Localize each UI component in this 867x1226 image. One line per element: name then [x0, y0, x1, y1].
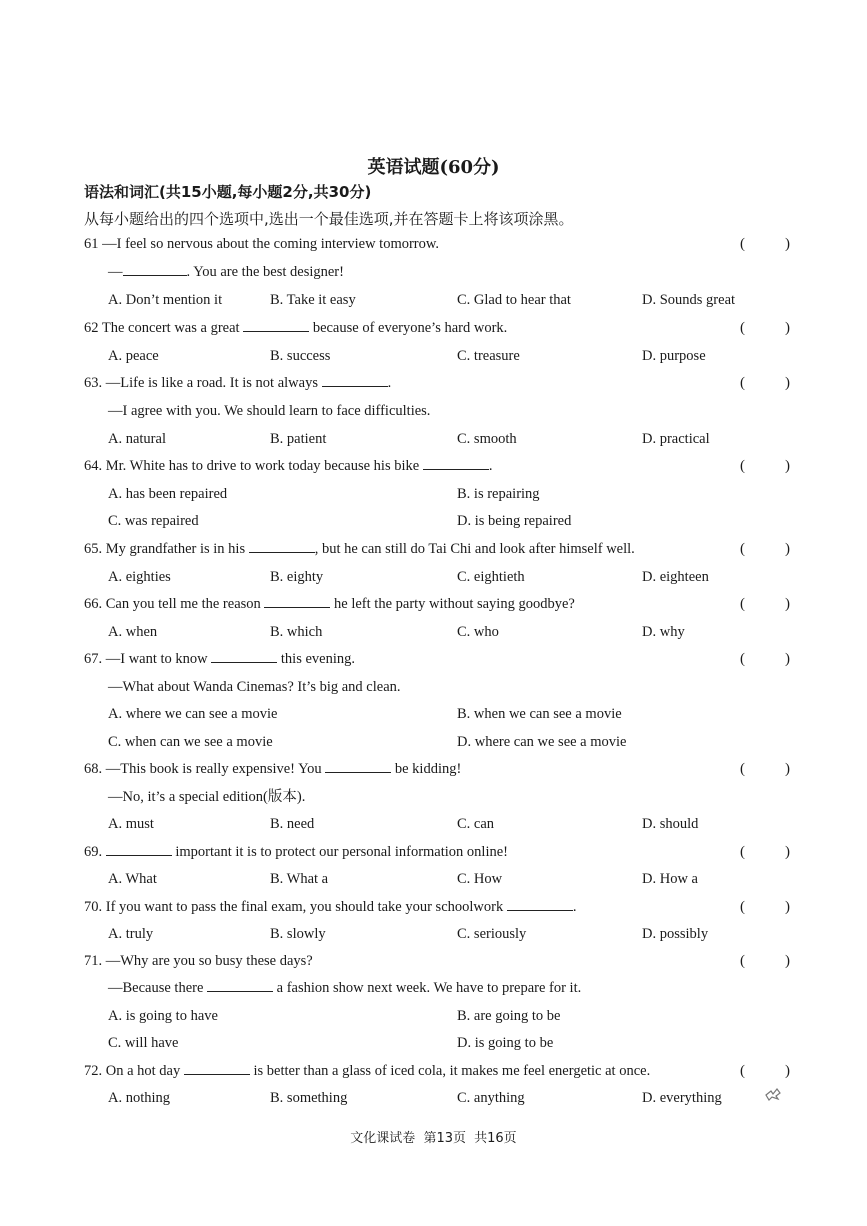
- answer-bracket[interactable]: ( ): [740, 651, 790, 667]
- question-61-reply: — . You are the best designer!: [108, 261, 344, 283]
- question-number: 70.: [84, 899, 103, 915]
- question-63: 63. —Life is like a road. It is not always .: [84, 372, 391, 394]
- answer-blank[interactable]: [507, 896, 573, 911]
- footer-page-number: 第13页: [423, 1131, 466, 1146]
- question-72: 72. On a hot day is better than a glass of iced cola, it makes me feel energetic at once.: [84, 1060, 650, 1082]
- option-c[interactable]: C. who: [457, 624, 499, 640]
- question-70: 70. If you want to pass the final exam, you should take your schoolwork .: [84, 896, 576, 918]
- question-67-reply: —What about Wanda Cinemas? It’s big and clean.: [108, 679, 401, 695]
- option-b[interactable]: B. patient: [270, 431, 327, 447]
- question-text: —I feel so nervous about the coming interview tomorrow.: [102, 236, 440, 252]
- option-d[interactable]: D. is going to be: [457, 1035, 554, 1051]
- question-number: 61: [84, 236, 99, 252]
- answer-blank[interactable]: [243, 317, 309, 332]
- answer-bracket[interactable]: ( ): [740, 320, 790, 336]
- option-d[interactable]: D. eighteen: [642, 569, 709, 585]
- answer-bracket[interactable]: ( ): [740, 375, 790, 391]
- option-d[interactable]: D. where can we see a movie: [457, 734, 627, 750]
- answer-bracket[interactable]: ( ): [740, 899, 790, 915]
- option-b[interactable]: B. are going to be: [457, 1008, 561, 1024]
- answer-blank[interactable]: [325, 758, 391, 773]
- answer-blank[interactable]: [184, 1060, 250, 1075]
- answer-bracket[interactable]: ( ): [740, 458, 790, 474]
- page-footer: [0, 1127, 867, 1146]
- option-c[interactable]: C. was repaired: [108, 513, 199, 529]
- question-69: 69. important it is to protect our personal information online!: [84, 841, 508, 863]
- option-d[interactable]: D. is being repaired: [457, 513, 572, 529]
- question-71: 71. —Why are you so busy these days?: [84, 953, 313, 969]
- option-c[interactable]: C. when can we see a movie: [108, 734, 273, 750]
- answer-blank[interactable]: [322, 372, 388, 387]
- question-68-reply: —No, it’s a special edition(版本).: [108, 789, 306, 805]
- option-c[interactable]: C. anything: [457, 1090, 525, 1106]
- question-62: 62 The concert was a great because of everyone’s hard work.: [84, 317, 507, 339]
- option-b[interactable]: B. need: [270, 816, 315, 832]
- answer-bracket[interactable]: ( ): [740, 541, 790, 557]
- option-a[interactable]: A. natural: [108, 431, 166, 447]
- question-71-reply: —Because there a fashion show next week. We have to prepare for it.: [108, 977, 581, 999]
- question-61: [84, 233, 439, 255]
- option-d[interactable]: D. why: [642, 624, 685, 640]
- footer-total-pages: 共16页: [474, 1131, 517, 1146]
- question-number: 63.: [84, 375, 103, 391]
- answer-blank[interactable]: [123, 261, 187, 276]
- question-67: 67. —I want to know this evening.: [84, 648, 355, 670]
- answer-blank[interactable]: [249, 538, 315, 553]
- answer-bracket[interactable]: ( ): [740, 844, 790, 860]
- option-a[interactable]: A. truly: [108, 926, 154, 942]
- question-66: 66. Can you tell me the reason he left the party without saying goodbye?: [84, 593, 575, 615]
- option-a[interactable]: A. nothing: [108, 1090, 171, 1106]
- option-d[interactable]: D. purpose: [642, 348, 706, 364]
- question-64: 64. Mr. White has to drive to work today because his bike .: [84, 455, 492, 477]
- option-d[interactable]: D. possibly: [642, 926, 709, 942]
- option-a[interactable]: A. peace: [108, 348, 159, 364]
- answer-blank[interactable]: [423, 455, 489, 470]
- option-c[interactable]: C. seriously: [457, 926, 527, 942]
- option-b[interactable]: B. is repairing: [457, 486, 540, 502]
- question-65: 65. My grandfather is in his , but he can still do Tai Chi and look after himself well.: [84, 538, 635, 560]
- answer-bracket[interactable]: ( ): [740, 953, 790, 969]
- question-number: 72.: [84, 1063, 103, 1079]
- option-b[interactable]: B. success: [270, 348, 331, 364]
- option-d[interactable]: D. everything: [642, 1090, 722, 1106]
- answer-bracket[interactable]: ( ): [740, 596, 790, 612]
- option-d[interactable]: D. Sounds great: [642, 292, 736, 308]
- section-heading: 语法和词汇(共15小题,每小题2分,共30分): [84, 183, 372, 201]
- question-number: 67.: [84, 651, 103, 667]
- scan-mark-icon: [764, 1086, 782, 1102]
- answer-blank[interactable]: [106, 841, 172, 856]
- option-a[interactable]: A. What: [108, 871, 157, 887]
- option-a[interactable]: A. Don’t mention it: [108, 292, 223, 308]
- question-63-reply: —I agree with you. We should learn to face difficulties.: [108, 403, 431, 419]
- instructions: 从每小题给出的四个选项中,选出一个最佳选项,并在答题卡上将该项涂黑。: [84, 210, 574, 228]
- question-number: 62: [84, 320, 99, 336]
- option-a[interactable]: A. is going to have: [108, 1008, 218, 1024]
- option-b[interactable]: B. Take it easy: [270, 292, 356, 308]
- question-number: 64.: [84, 458, 103, 474]
- option-b[interactable]: B. which: [270, 624, 323, 640]
- footer-exam-name: 文化课试卷: [350, 1131, 416, 1146]
- option-b[interactable]: B. something: [270, 1090, 348, 1106]
- option-a[interactable]: A. must: [108, 816, 154, 832]
- option-c[interactable]: C. can: [457, 816, 495, 832]
- option-b[interactable]: B. What a: [270, 871, 329, 887]
- option-a[interactable]: A. when: [108, 624, 158, 640]
- question-number: 65.: [84, 541, 103, 557]
- option-c[interactable]: C. will have: [108, 1035, 179, 1051]
- question-number: 68.: [84, 761, 103, 777]
- answer-blank[interactable]: [211, 648, 277, 663]
- answer-bracket[interactable]: ( ): [740, 236, 790, 252]
- option-c[interactable]: C. smooth: [457, 431, 517, 447]
- answer-blank[interactable]: [207, 977, 273, 992]
- option-d[interactable]: D. practical: [642, 431, 710, 447]
- option-c[interactable]: C. Glad to hear that: [457, 292, 571, 308]
- answer-blank[interactable]: [264, 593, 330, 608]
- question-68: 68. —This book is really expensive! You be kidding!: [84, 758, 461, 780]
- option-c[interactable]: C. How: [457, 871, 503, 887]
- option-c[interactable]: C. eightieth: [457, 569, 525, 585]
- option-a[interactable]: A. where we can see a movie: [108, 706, 278, 722]
- option-a[interactable]: A. eighties: [108, 569, 171, 585]
- option-a[interactable]: A. has been repaired: [108, 486, 228, 502]
- option-c[interactable]: C. treasure: [457, 348, 520, 364]
- option-b[interactable]: B. when we can see a movie: [457, 706, 622, 722]
- answer-bracket[interactable]: ( ): [740, 1063, 790, 1079]
- question-number: 66.: [84, 596, 103, 612]
- option-b[interactable]: B. slowly: [270, 926, 326, 942]
- page-title: 英语试题(60分): [367, 157, 500, 178]
- question-number: 69.: [84, 844, 103, 860]
- option-d[interactable]: D. How a: [642, 871, 698, 887]
- option-b[interactable]: B. eighty: [270, 569, 324, 585]
- option-d[interactable]: D. should: [642, 816, 699, 832]
- answer-bracket[interactable]: ( ): [740, 761, 790, 777]
- question-number: 71.: [84, 953, 103, 969]
